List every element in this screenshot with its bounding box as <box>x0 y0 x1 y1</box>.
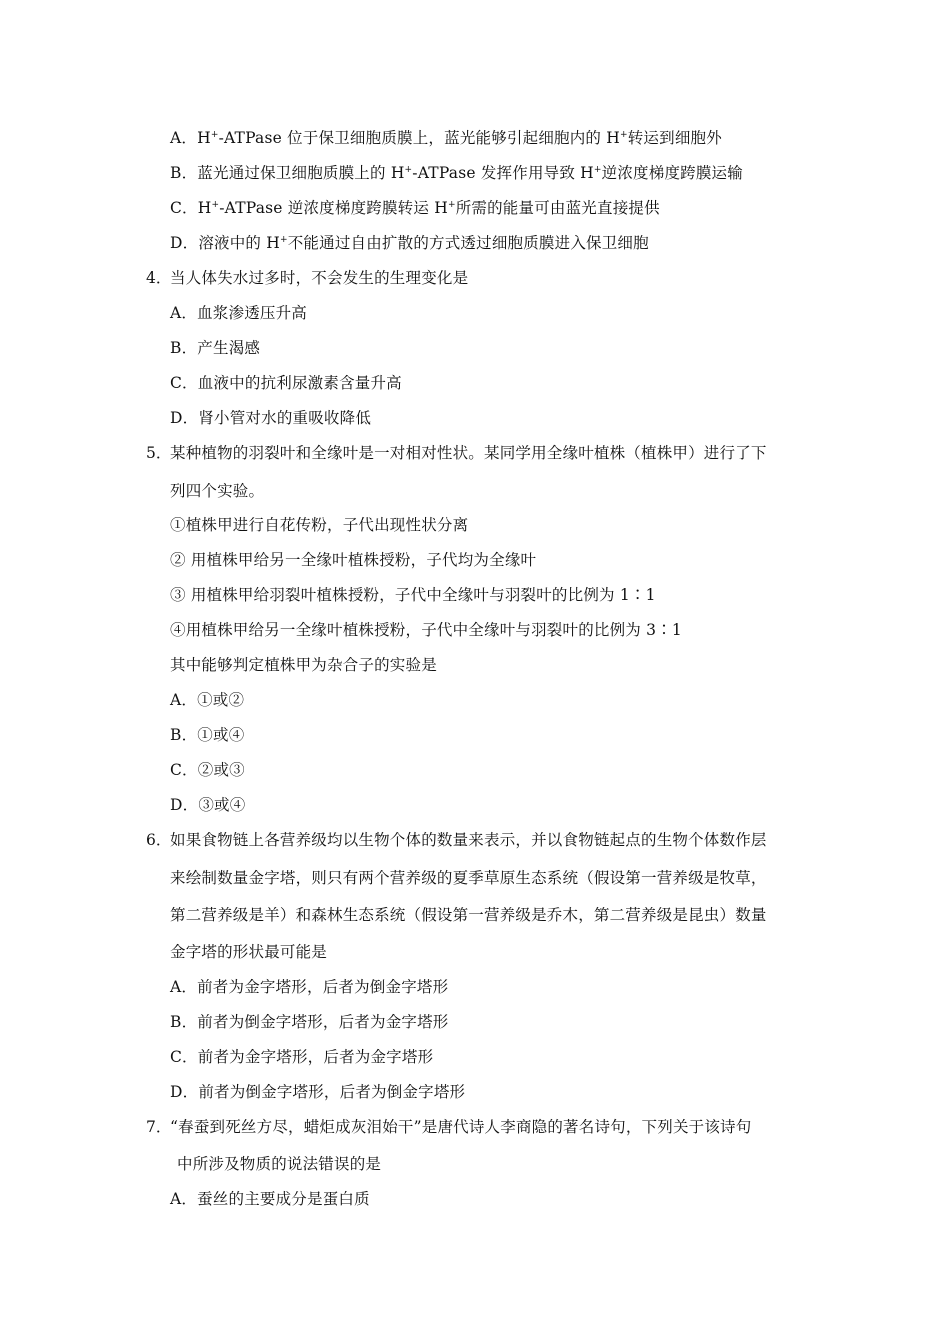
q3-option-a: A．H+-ATPase 位于保卫细胞质膜上，蓝光能够引起细胞内的 H+转运到细胞外 <box>170 129 722 147</box>
q7-stem-line-1: “春蚕到死丝方尽，蜡炬成灰泪始干”是唐代诗人李商隐的著名诗句，下列关于该诗句 <box>170 1118 752 1136</box>
q5-experiment-3: ③ 用植株甲给羽裂叶植株授粉，子代中全缘叶与羽裂叶的比例为 1∶1 <box>170 586 656 604</box>
q4-stem: 当人体失水过多时，不会发生的生理变化是 <box>170 269 469 287</box>
q5-experiment-4: ④用植株甲给另一全缘叶植株授粉，子代中全缘叶与羽裂叶的比例为 3∶1 <box>170 621 682 639</box>
q5-option-c: C．②或③ <box>170 761 245 779</box>
q5-option-b: B．①或④ <box>170 726 245 744</box>
q4-option-d: D．肾小管对水的重吸收降低 <box>170 409 372 427</box>
q5-experiment-2: ② 用植株甲给另一全缘叶植株授粉，子代均为全缘叶 <box>170 551 537 569</box>
q6-stem-line-1: 如果食物链上各营养级均以生物个体的数量来表示，并以食物链起点的生物个体数作层 <box>170 831 767 849</box>
q6-stem-line-2: 来绘制数量金字塔，则只有两个营养级的夏季草原生态系统（假设第一营养级是牧草， <box>170 869 767 887</box>
q6-option-d: D．前者为倒金字塔形，后者为倒金字塔形 <box>170 1083 466 1101</box>
q6-stem-line-4: 金字塔的形状最可能是 <box>170 943 328 961</box>
q6-number: 6． <box>146 831 172 849</box>
q6-option-c: C．前者为金字塔形，后者为金字塔形 <box>170 1048 434 1066</box>
q5-experiment-1: ①植株甲进行自花传粉，子代出现性状分离 <box>170 516 469 534</box>
q6-option-b: B．前者为倒金字塔形，后者为金字塔形 <box>170 1013 449 1031</box>
q3-option-d: D．溶液中的 H+不能通过自由扩散的方式透过细胞质膜进入保卫细胞 <box>170 234 649 252</box>
q6-stem-line-3: 第二营养级是羊）和森林生态系统（假设第一营养级是乔木，第二营养级是昆虫）数量 <box>170 906 767 924</box>
q4-option-c: C．血液中的抗利尿激素含量升高 <box>170 374 402 392</box>
q7-stem-line-2: 中所涉及物质的说法错误的是 <box>177 1155 382 1173</box>
q5-question: 其中能够判定植株甲为杂合子的实验是 <box>170 656 437 674</box>
q7-option-a: A．蚕丝的主要成分是蛋白质 <box>170 1190 370 1208</box>
q5-stem-line-2: 列四个实验。 <box>170 482 265 500</box>
q5-stem-line-1: 某种植物的羽裂叶和全缘叶是一对相对性状。某同学用全缘叶植株（植株甲）进行了下 <box>170 444 767 462</box>
q4-option-b: B．产生渴感 <box>170 339 261 357</box>
q3-option-b: B．蓝光通过保卫细胞质膜上的 H+-ATPase 发挥作用导致 H+逆浓度梯度跨膜运输 <box>170 164 743 182</box>
q5-option-d: D．③或④ <box>170 796 246 814</box>
q3-option-c: C．H+-ATPase 逆浓度梯度跨膜转运 H+所需的能量可由蓝光直接提供 <box>170 199 660 217</box>
q4-number: 4． <box>146 269 172 287</box>
q5-option-a: A．①或② <box>170 691 245 709</box>
q6-option-a: A．前者为金字塔形，后者为倒金字塔形 <box>170 978 449 996</box>
q5-number: 5． <box>146 444 172 462</box>
q7-number: 7． <box>146 1118 172 1136</box>
q4-option-a: A．血浆渗透压升高 <box>170 304 307 322</box>
